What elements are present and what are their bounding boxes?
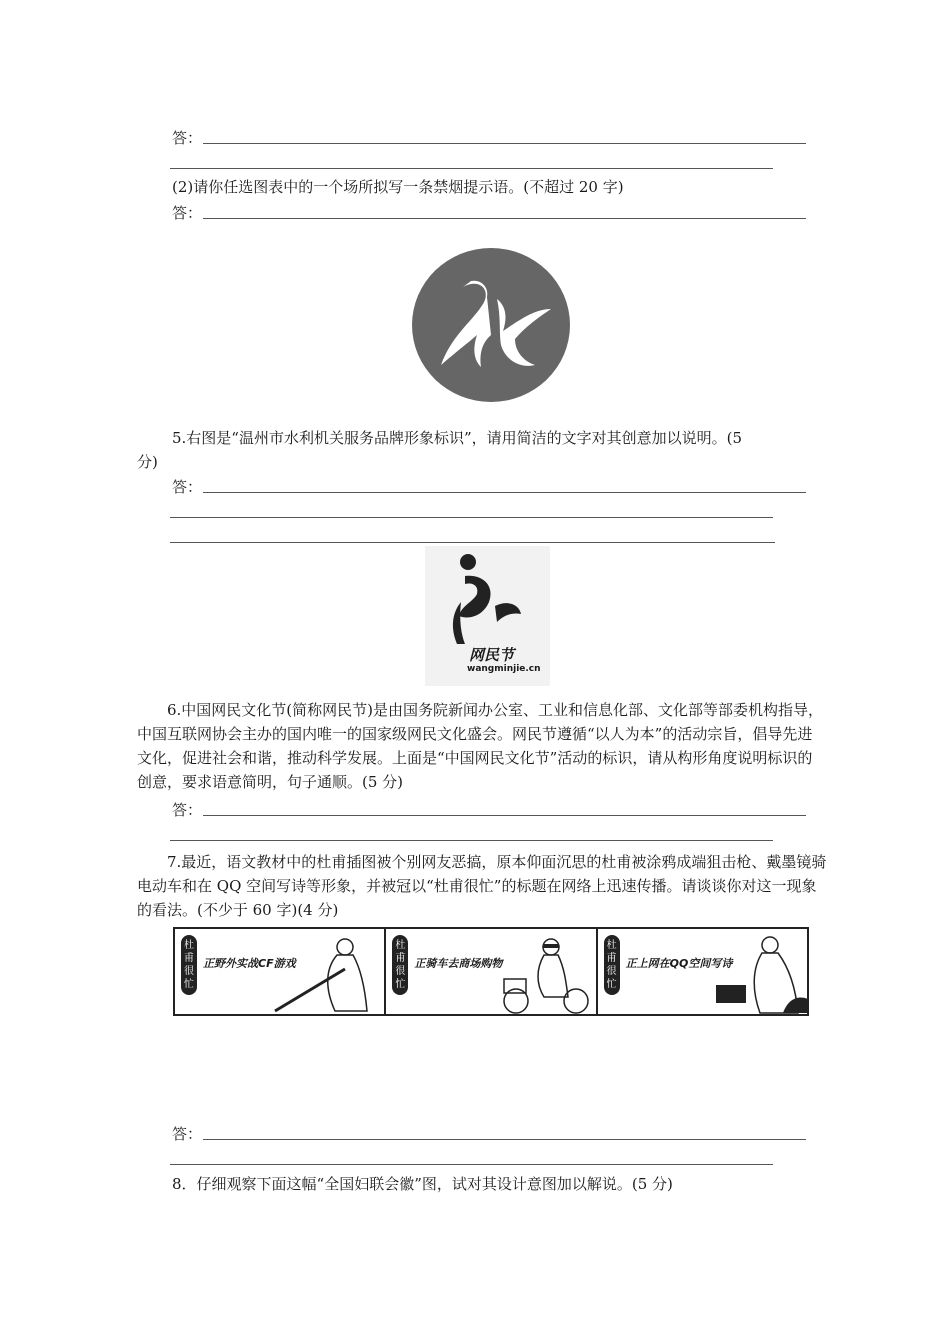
comic-seal: 杜甫很忙 — [604, 935, 620, 995]
answer-line — [203, 492, 806, 493]
answer-line — [203, 815, 806, 816]
comic-panel — [598, 929, 807, 1014]
comic-seal: 杜甫很忙 — [392, 935, 408, 995]
answer-label: 答： — [172, 1125, 203, 1143]
answer-line — [203, 1139, 806, 1140]
netizen-festival-logo-url: wangminjie.cn — [467, 664, 541, 674]
dufu-bike-figure — [386, 929, 597, 1014]
netizen-festival-logo-text: 网民节 — [469, 646, 515, 664]
q7-text: 7.最近，语文教材中的杜甫插图被个别网友恶搞，原本仰面沉思的杜甫被涂鸦成端狙击枪、戴墨镜骑电动车和在 QQ 空间写诗等形象，并被冠以“杜甫很忙”的标题在网络上迅速传播。请谈谈你对这一现象的看法。(不少于 60 字)(4 分) — [137, 853, 827, 919]
comic-panel — [386, 929, 597, 1014]
answer-line — [170, 542, 775, 543]
q6-text: 6.中国网民文化节(简称网民节)是由国务院新闻办公室、工业和信息化部、文化部等部委机构指导，中国互联网协会主办的国内唯一的国家级网民文化盛会。网民节遵循“以人为本”的活动宗旨，倡导先进文化，促进社会和谐，推动科学发展。上面是“中国网民文化节”活动的标识，请从构形角度说明标识的创意，要求语意简明，句子通顺。(5 分) — [137, 701, 824, 791]
dufu-sniper-figure — [175, 929, 375, 1014]
comic-caption: 正骑车去商场购物 — [414, 957, 503, 970]
dufu-busy-comic-strip — [173, 927, 809, 1016]
wenzhou-water-logo — [411, 247, 571, 403]
answer-line — [170, 1164, 773, 1165]
netizen-festival-emblem — [425, 546, 550, 646]
answer-line — [170, 168, 773, 169]
comic-panel — [175, 929, 386, 1014]
netizen-festival-logo — [425, 546, 550, 686]
answer-label: 答： — [172, 129, 203, 147]
answer-label: 答： — [172, 478, 203, 496]
answer-label: 答： — [172, 204, 203, 222]
answer-line — [170, 517, 773, 518]
comic-seal: 杜甫很忙 — [181, 935, 197, 995]
q8-text: 8．仔细观察下面这幅“全国妇联会徽”图，试对其设计意图加以解说。(5 分) — [172, 1175, 673, 1193]
answer-line — [170, 840, 773, 841]
q4-sub2-text: (2)请你任选图表中的一个场所拟写一条禁烟提示语。(不超过 20 字) — [172, 178, 624, 196]
comic-caption: 正上网在QQ空间写诗 — [625, 957, 733, 970]
answer-label: 答： — [172, 801, 203, 819]
dufu-laptop-figure — [598, 929, 807, 1014]
answer-line — [203, 218, 806, 219]
answer-line — [203, 143, 806, 144]
comic-caption: 正野外实战CF游戏 — [203, 957, 296, 970]
q5-text-line1: 5.右图是“温州市水利机关服务品牌形象标识”，请用简洁的文字对其创意加以说明。(5 — [172, 429, 743, 447]
q5-text-line2: 分) — [137, 453, 158, 471]
